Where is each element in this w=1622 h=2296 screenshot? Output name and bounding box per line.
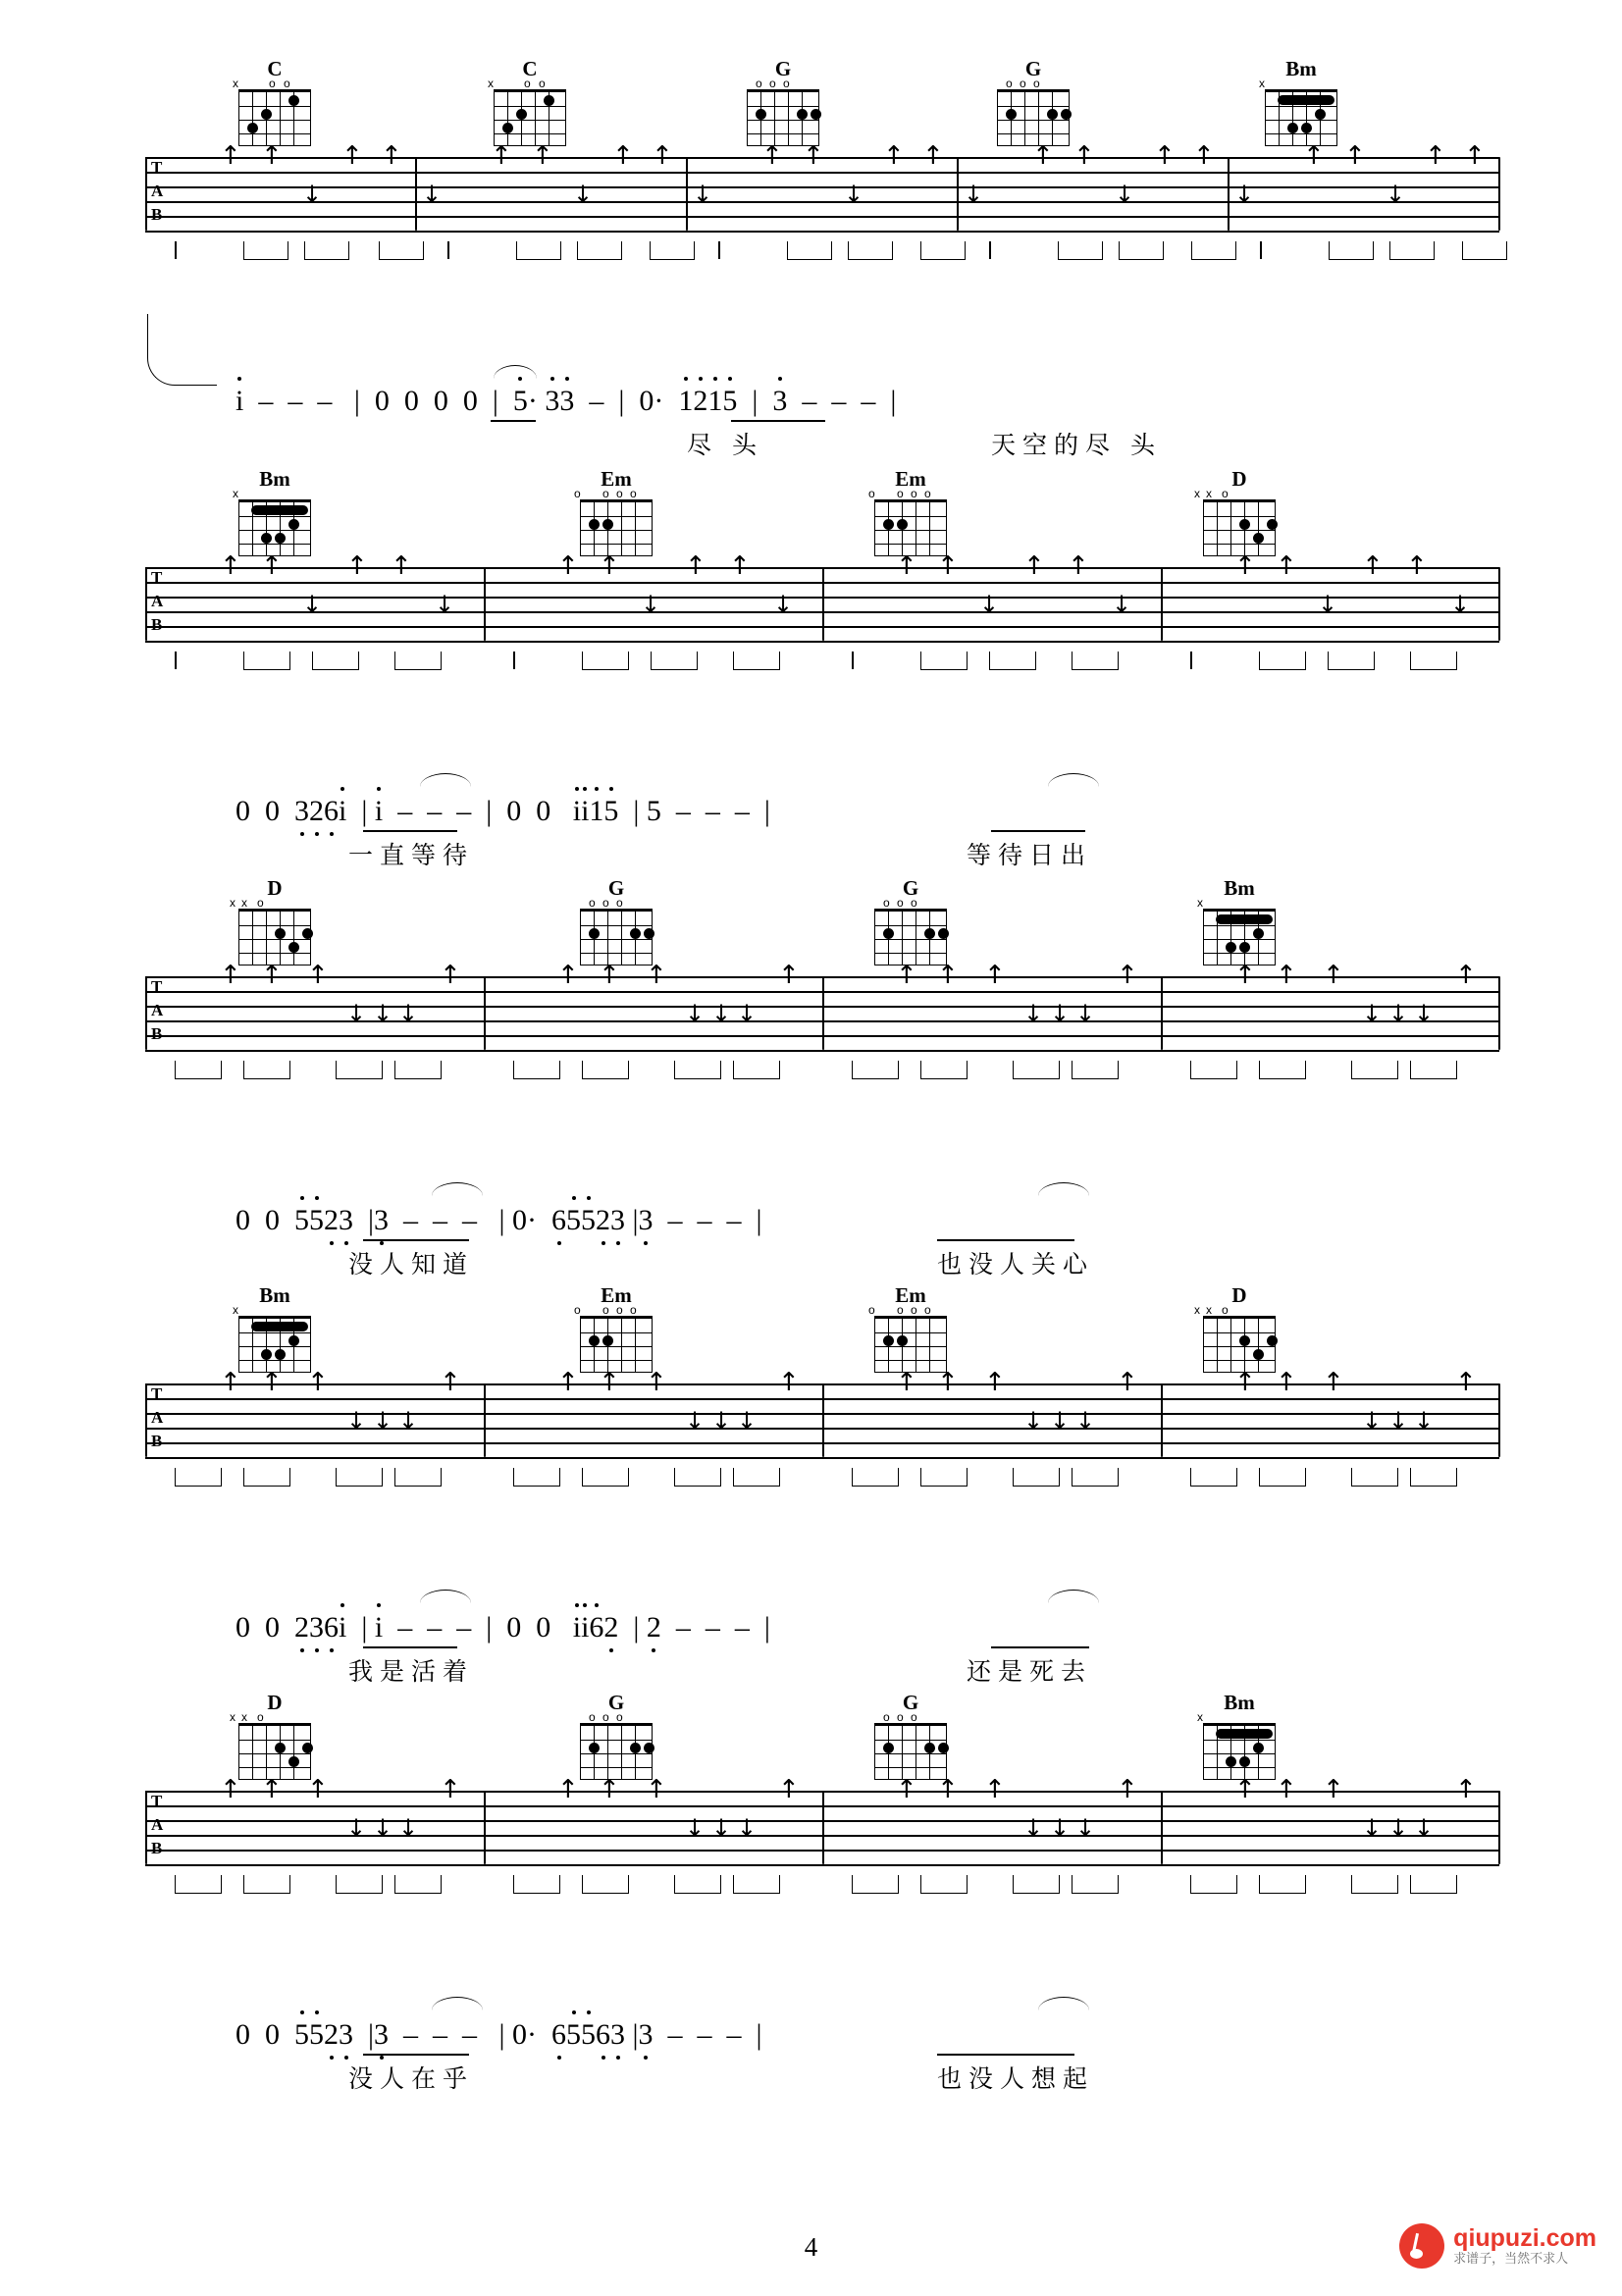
system-1 bbox=[0, 57, 1622, 459]
chord-open-marks: x o o bbox=[233, 77, 290, 90]
chord-grid bbox=[238, 1316, 311, 1373]
chord-open-marks: o o o o bbox=[868, 1303, 931, 1317]
notation-line-2 bbox=[0, 763, 1622, 869]
tab-clef: T A B bbox=[151, 568, 164, 634]
rhythm-beams bbox=[145, 241, 1499, 267]
notation-numbers: 0 0 236i | i – – – | 0 0 ii62 | 2 – – – | bbox=[235, 1611, 770, 1644]
chord-open-marks: x x o bbox=[1194, 1303, 1229, 1317]
chord-open-marks: x bbox=[1197, 896, 1203, 910]
chord-grid bbox=[874, 909, 947, 965]
tab-clef: T A B bbox=[151, 1792, 164, 1857]
system-2 bbox=[0, 467, 1622, 869]
notation-line-5 bbox=[0, 1987, 1622, 2093]
chord-grid bbox=[874, 1723, 947, 1780]
chord-open-marks: o o o bbox=[883, 1710, 917, 1724]
tab-staff: T A B ↑ ↑ ↑ ↓ ↓ ↓ ↑ ↑ ↑ ↑ ↓ ↓ ↓ ↑ ↑ ↑ ↑ ↓ ↓ ↓ ↑ ↑ ↑ ↑ ↓ ↓ ↓ ↑ bbox=[145, 976, 1499, 1067]
watermark-tagline: 求谱子，当然不求人 bbox=[1453, 2251, 1569, 2266]
lyric-text: 还是死去 bbox=[967, 1658, 1093, 1686]
tab-clef: T A B bbox=[151, 977, 164, 1043]
chord-diagram-row bbox=[0, 1285, 1622, 1376]
lyric-text: 没人知道 bbox=[348, 1251, 475, 1278]
lyric-text: 我是活着 bbox=[348, 1658, 475, 1686]
chord-diagram-G2: G o o o bbox=[863, 1693, 958, 1780]
lyric-text: 天空的尽 头 bbox=[991, 432, 1162, 459]
chord-diagram-C: C x o o bbox=[228, 59, 322, 146]
lyric-text: 也没人想起 bbox=[937, 2065, 1095, 2093]
chord-diagram-Em: Em o o o o bbox=[569, 469, 663, 556]
chord-diagram-Bm: Bm x bbox=[228, 469, 322, 556]
chord-diagram-D: D x x o bbox=[228, 1693, 322, 1780]
chord-grid bbox=[1203, 1723, 1276, 1780]
chord-diagram-G: G o o o bbox=[569, 1693, 663, 1780]
chord-diagram-Bm: Bm x bbox=[228, 1285, 322, 1373]
tab-staff: T A B ↑ ↑ ↑ ↓ ↓ ↓ ↑ ↑ ↑ ↑ ↓ ↓ ↓ ↑ ↑ ↑ ↑ ↓ ↓ ↓ ↑ ↑ ↑ ↑ ↓ ↓ ↓ ↑ bbox=[145, 1383, 1499, 1474]
chord-diagram-C2: C x o o bbox=[483, 59, 577, 146]
chord-grid bbox=[747, 89, 819, 146]
chord-diagram-D: D x x o bbox=[228, 878, 322, 965]
chord-diagram-G: G o o o bbox=[569, 878, 663, 965]
chord-open-marks: x o o bbox=[488, 77, 546, 90]
chord-grid bbox=[1203, 499, 1276, 556]
chord-grid bbox=[874, 499, 947, 556]
notation-line-3 bbox=[0, 1173, 1622, 1278]
chord-diagram-G: G o o o bbox=[736, 59, 830, 146]
chord-grid bbox=[580, 499, 653, 556]
lyric-text: 等待日出 bbox=[967, 842, 1093, 869]
system-5 bbox=[0, 1691, 1622, 2093]
page-number: 4 bbox=[804, 2232, 818, 2262]
chord-diagram-Em2: Em o o o o bbox=[863, 469, 958, 556]
chord-grid bbox=[580, 1316, 653, 1373]
chord-open-marks: o o o bbox=[589, 1710, 623, 1724]
watermark-name: qiupuzi.com bbox=[1453, 2224, 1596, 2252]
chord-diagram-row bbox=[0, 59, 1622, 149]
tab-staff: T A B ↑ ↑ ↓ ↑ ↑ ↓ ↑ ↑ ↓ ↑ ↑ ↓ ↑ ↑ ↓ ↑ ↑ ↓ ↑ ↑ ↓ ↑ ↑ ↓ bbox=[145, 567, 1499, 657]
lyric-text: 尽 头 bbox=[687, 432, 763, 459]
chord-open-marks: x x o bbox=[230, 1710, 264, 1724]
lyric-text: 没人在乎 bbox=[348, 2065, 475, 2093]
chord-grid bbox=[238, 499, 311, 556]
chord-grid bbox=[238, 89, 311, 146]
chord-grid bbox=[580, 909, 653, 965]
chord-open-marks: o o o o bbox=[574, 1303, 637, 1317]
tab-clef: T A B bbox=[151, 158, 164, 224]
chord-open-marks: o o o bbox=[589, 896, 623, 910]
chord-open-marks: o o o bbox=[756, 77, 790, 90]
chord-open-marks: o o o bbox=[883, 896, 917, 910]
chord-open-marks: o o o o bbox=[574, 487, 637, 500]
chord-grid bbox=[580, 1723, 653, 1780]
chord-grid bbox=[238, 1723, 311, 1780]
chord-grid bbox=[1203, 1316, 1276, 1373]
watermark bbox=[1399, 2223, 1596, 2269]
chord-open-marks: x x o bbox=[1194, 487, 1229, 500]
chord-diagram-G2: G o o o bbox=[986, 59, 1080, 146]
chord-open-marks: x x o bbox=[230, 896, 264, 910]
tab-clef: T A B bbox=[151, 1384, 164, 1450]
chord-diagram-Em: Em o o o o bbox=[569, 1285, 663, 1373]
system-4 bbox=[0, 1283, 1622, 1686]
chord-diagram-Em2: Em o o o o bbox=[863, 1285, 958, 1373]
rhythm-beams bbox=[145, 1875, 1499, 1901]
chord-open-marks: x bbox=[1197, 1710, 1203, 1724]
tab-staff: T A B ↑ ↑ ↑ ↓ ↓ ↓ ↑ ↑ ↑ ↑ ↓ ↓ ↓ ↑ ↑ ↑ ↑ ↓ ↓ ↓ ↑ ↑ ↑ ↑ ↓ ↓ ↓ ↑ bbox=[145, 1791, 1499, 1881]
notation-numbers: 0 0 5523 |3 – – – | 0· 65563 |3 – – – | bbox=[235, 2018, 762, 2051]
chord-diagram-Bm: Bm x bbox=[1192, 878, 1286, 965]
chord-open-marks: o o o o bbox=[868, 487, 931, 500]
chord-grid bbox=[874, 1316, 947, 1373]
rhythm-beams bbox=[145, 652, 1499, 677]
chord-diagram-Bm: Bm x bbox=[1192, 1693, 1286, 1780]
chord-open-marks: x bbox=[1259, 77, 1265, 90]
notation-numbers: 0 0 326i | i – – – | 0 0 ii15 | 5 – – – | bbox=[235, 795, 770, 827]
chord-diagram-Bm: Bm x bbox=[1254, 59, 1348, 146]
chord-grid bbox=[494, 89, 566, 146]
notation-numbers: i – – – | 0 0 0 0 | 5· 33 – | 0· 1215 | 3 – – – | bbox=[235, 385, 897, 417]
chord-open-marks: x bbox=[233, 487, 238, 500]
chord-grid bbox=[238, 909, 311, 965]
chord-grid bbox=[997, 89, 1070, 146]
qiupuzi-logo-icon bbox=[1399, 2223, 1444, 2269]
chord-grid bbox=[1203, 909, 1276, 965]
rhythm-beams bbox=[145, 1061, 1499, 1086]
tab-staff: T A B ↑ ↑ ↓ ↑ ↑ ↓ ↑ ↑ ↓ ↑ ↑ ↓ ↑ ↑ ↓ ↑ ↑ ↓ ↑ ↑ ↓ ↑ ↑ ↓ ↑ ↑ ↓ ↑ ↑ bbox=[145, 157, 1499, 247]
chord-open-marks: o o o bbox=[1006, 77, 1040, 90]
chord-diagram-D: D x x o bbox=[1192, 1285, 1286, 1373]
lyric-text: 也没人关心 bbox=[937, 1251, 1095, 1278]
chord-diagram-D: D x x o bbox=[1192, 469, 1286, 556]
chord-diagram-G2: G o o o bbox=[863, 878, 958, 965]
rhythm-beams bbox=[145, 1468, 1499, 1493]
chord-diagram-row bbox=[0, 469, 1622, 559]
system-3 bbox=[0, 876, 1622, 1278]
notation-line-4 bbox=[0, 1580, 1622, 1686]
chord-grid bbox=[1265, 89, 1337, 146]
lyric-text: 一直等待 bbox=[348, 842, 475, 869]
notation-numbers: 0 0 5523 |3 – – – | 0· 65523 |3 – – – | bbox=[235, 1204, 762, 1236]
chord-diagram-row bbox=[0, 878, 1622, 968]
chord-diagram-row bbox=[0, 1693, 1622, 1783]
notation-line-1 bbox=[0, 353, 1622, 459]
chord-open-marks: x bbox=[233, 1303, 238, 1317]
